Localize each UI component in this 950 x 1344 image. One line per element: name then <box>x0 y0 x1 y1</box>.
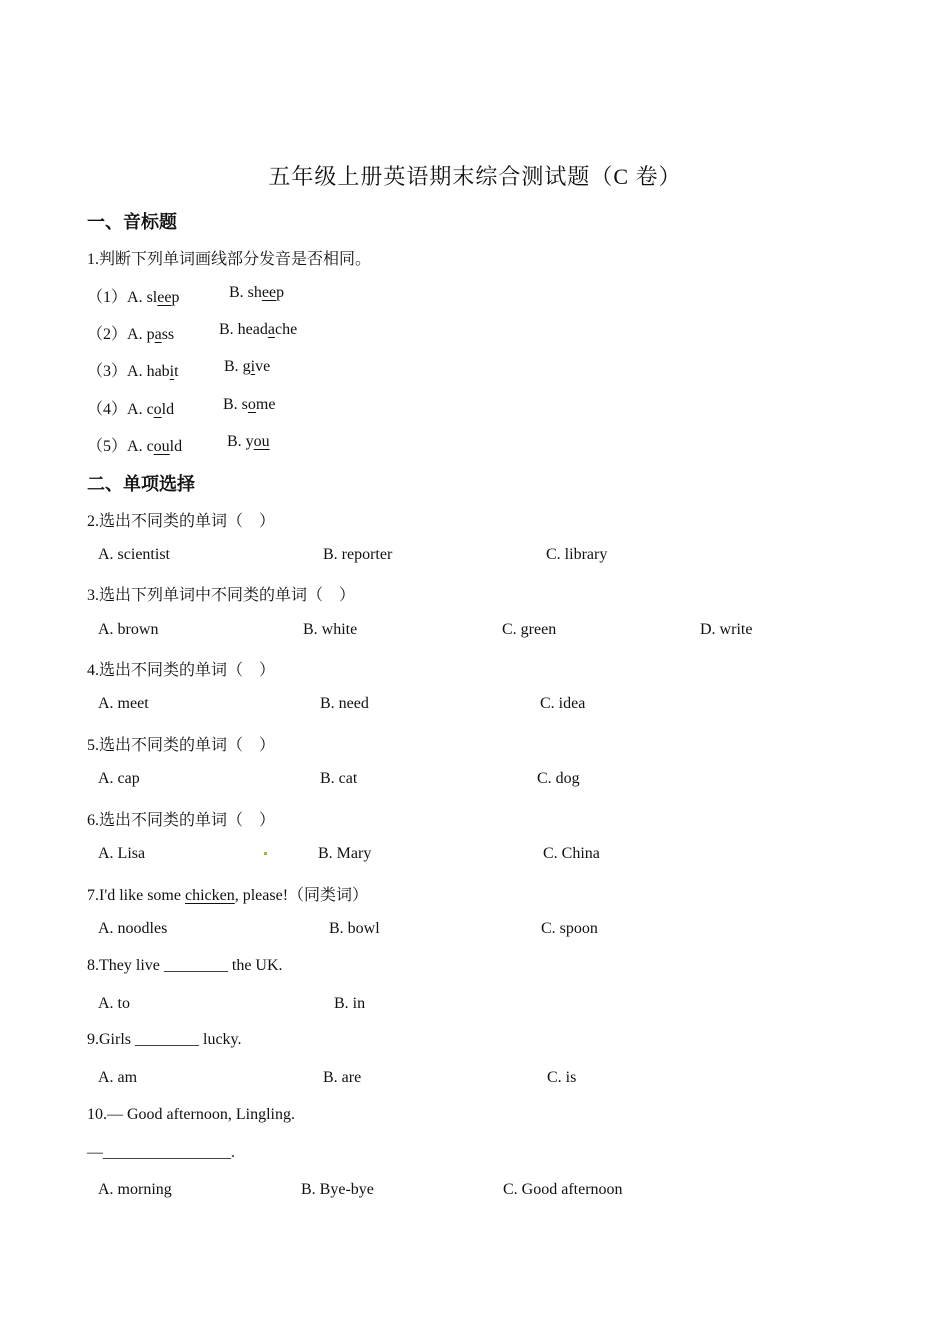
q1-item-4 <box>87 396 174 419</box>
q1-item-2 <box>87 321 174 344</box>
q1-item-2-option-b: B. headache <box>219 321 298 338</box>
q1-item-number: （4） <box>87 401 128 418</box>
q7-option-a: A. noodles <box>98 920 168 937</box>
question-5-stem: 5.选出不同类的单词（ ） <box>87 737 276 754</box>
q1-item-4-option-b: B. some <box>223 396 276 413</box>
question-7-stem: 7.I'd like some chicken, please!（同类词） <box>87 887 369 904</box>
q1-item-3-option-b: B. give <box>224 358 271 375</box>
q4-option-b: B. need <box>320 695 369 712</box>
q10-answer-line: —________________. <box>87 1144 235 1161</box>
q6-option-b: B. Mary <box>318 845 372 862</box>
q1-item-5 <box>87 433 182 456</box>
q3-option-c: C. green <box>502 621 557 638</box>
page-title: 五年级上册英语期末综合测试题（C 卷） <box>268 164 682 189</box>
q1-option-a: A. cold <box>127 401 175 418</box>
q1-option-a: A. habit <box>127 363 179 380</box>
section-heading-phonetics: 一、音标题 <box>87 212 177 233</box>
q10-option-a: A. morning <box>98 1181 172 1198</box>
section-heading-multiple-choice: 二、单项选择 <box>87 474 195 495</box>
q1-item-1 <box>87 284 179 307</box>
question-8-stem: 8.They live ________ the UK. <box>87 957 283 974</box>
q2-option-b: B. reporter <box>323 546 393 563</box>
q1-option-a: A. sleep <box>127 289 180 306</box>
q6-option-c: C. China <box>543 845 600 862</box>
q3-option-b: B. white <box>303 621 358 638</box>
question-2-stem: 2.选出不同类的单词（ ） <box>87 513 276 530</box>
q1-item-number: （1） <box>87 289 128 306</box>
q9-option-a: A. am <box>98 1069 138 1086</box>
question-3-stem: 3.选出下列单词中不同类的单词（ ） <box>87 587 356 604</box>
q1-option-a: A. pass <box>127 326 175 343</box>
q9-option-c: C. is <box>547 1069 577 1086</box>
q1-option-a: A. could <box>127 438 183 455</box>
q1-item-1-option-b: B. sheep <box>229 284 285 301</box>
q5-option-b: B. cat <box>320 770 358 787</box>
q10-option-c: C. Good afternoon <box>503 1181 623 1198</box>
q10-option-b: B. Bye-bye <box>301 1181 374 1198</box>
q8-option-a: A. to <box>98 995 130 1012</box>
q7-option-b: B. bowl <box>329 920 380 937</box>
stray-dot <box>264 852 267 855</box>
q6-option-a: A. Lisa <box>98 845 146 862</box>
q3-option-d: D. write <box>700 621 753 638</box>
q9-option-b: B. are <box>323 1069 362 1086</box>
q1-item-number: （3） <box>87 363 128 380</box>
q4-option-a: A. meet <box>98 695 149 712</box>
question-6-stem: 6.选出不同类的单词（ ） <box>87 812 276 829</box>
q5-option-c: C. dog <box>537 770 580 787</box>
q4-option-c: C. idea <box>540 695 586 712</box>
question-10-stem: 10.— Good afternoon, Lingling. <box>87 1106 295 1123</box>
question-9-stem: 9.Girls ________ lucky. <box>87 1031 242 1048</box>
q1-item-number: （2） <box>87 326 128 343</box>
q5-option-a: A. cap <box>98 770 140 787</box>
q2-option-c: C. library <box>546 546 608 563</box>
q3-option-a: A. brown <box>98 621 159 638</box>
q8-option-b: B. in <box>334 995 366 1012</box>
q2-option-a: A. scientist <box>98 546 170 563</box>
q1-item-number: （5） <box>87 438 128 455</box>
question-4-stem: 4.选出不同类的单词（ ） <box>87 662 276 679</box>
q1-item-5-option-b: B. you <box>227 433 270 450</box>
question-1-stem: 1.判断下列单词画线部分发音是否相同。 <box>87 251 372 268</box>
q7-option-c: C. spoon <box>541 920 598 937</box>
q1-item-3 <box>87 358 179 381</box>
